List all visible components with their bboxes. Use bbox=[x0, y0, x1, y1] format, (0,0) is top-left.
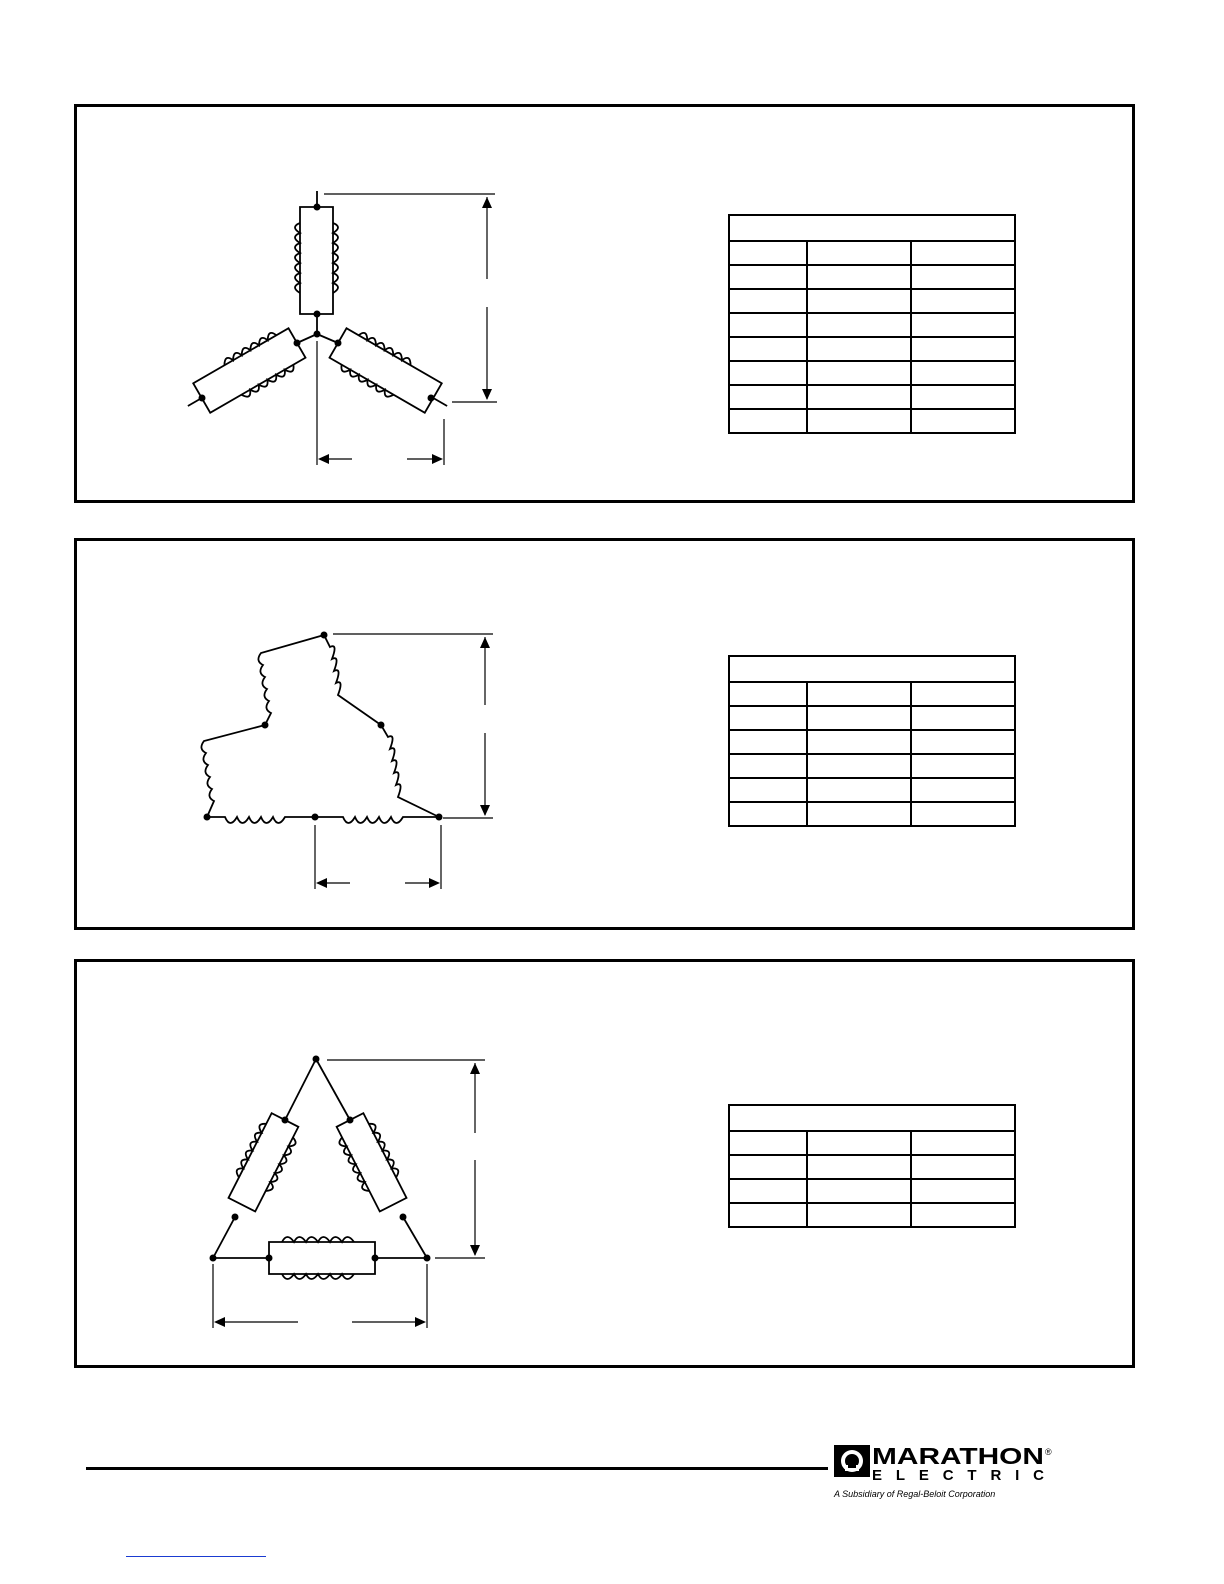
table-row bbox=[729, 361, 1015, 385]
logo-caption: A Subsidiary of Regal-Beloit Corporation bbox=[834, 1489, 996, 1499]
table-row bbox=[729, 265, 1015, 289]
wye-data-table bbox=[728, 214, 1016, 434]
table-row bbox=[729, 802, 1015, 826]
delta-data-table bbox=[728, 655, 1016, 827]
wye-connection-panel bbox=[74, 104, 1135, 503]
registered-mark: ® bbox=[1045, 1447, 1052, 1457]
table-row bbox=[729, 778, 1015, 802]
table-row bbox=[729, 1155, 1015, 1179]
table-row bbox=[729, 337, 1015, 361]
brand-line1: MARATHON bbox=[872, 1443, 1044, 1469]
table-row bbox=[729, 754, 1015, 778]
table-header-row bbox=[729, 1105, 1015, 1131]
table-row bbox=[729, 241, 1015, 265]
table-row bbox=[729, 1203, 1015, 1227]
bottom-link-underline[interactable] bbox=[126, 1556, 266, 1557]
double-delta-connection-panel bbox=[74, 959, 1135, 1368]
table-row bbox=[729, 730, 1015, 754]
brand-line2: ELECTRIC bbox=[872, 1467, 1044, 1484]
double-delta-data-table bbox=[728, 1104, 1016, 1228]
table-row bbox=[729, 706, 1015, 730]
table-header-row bbox=[729, 656, 1015, 682]
delta-connection-panel bbox=[74, 538, 1135, 930]
table-row bbox=[729, 682, 1015, 706]
table-row bbox=[729, 385, 1015, 409]
table-row bbox=[729, 1131, 1015, 1155]
table-row bbox=[729, 409, 1015, 433]
table-header-row bbox=[729, 215, 1015, 241]
footer-rule bbox=[86, 1467, 828, 1470]
omega-emblem-icon bbox=[834, 1445, 870, 1477]
table-row bbox=[729, 1179, 1015, 1203]
table-row bbox=[729, 313, 1015, 337]
table-row bbox=[729, 289, 1015, 313]
